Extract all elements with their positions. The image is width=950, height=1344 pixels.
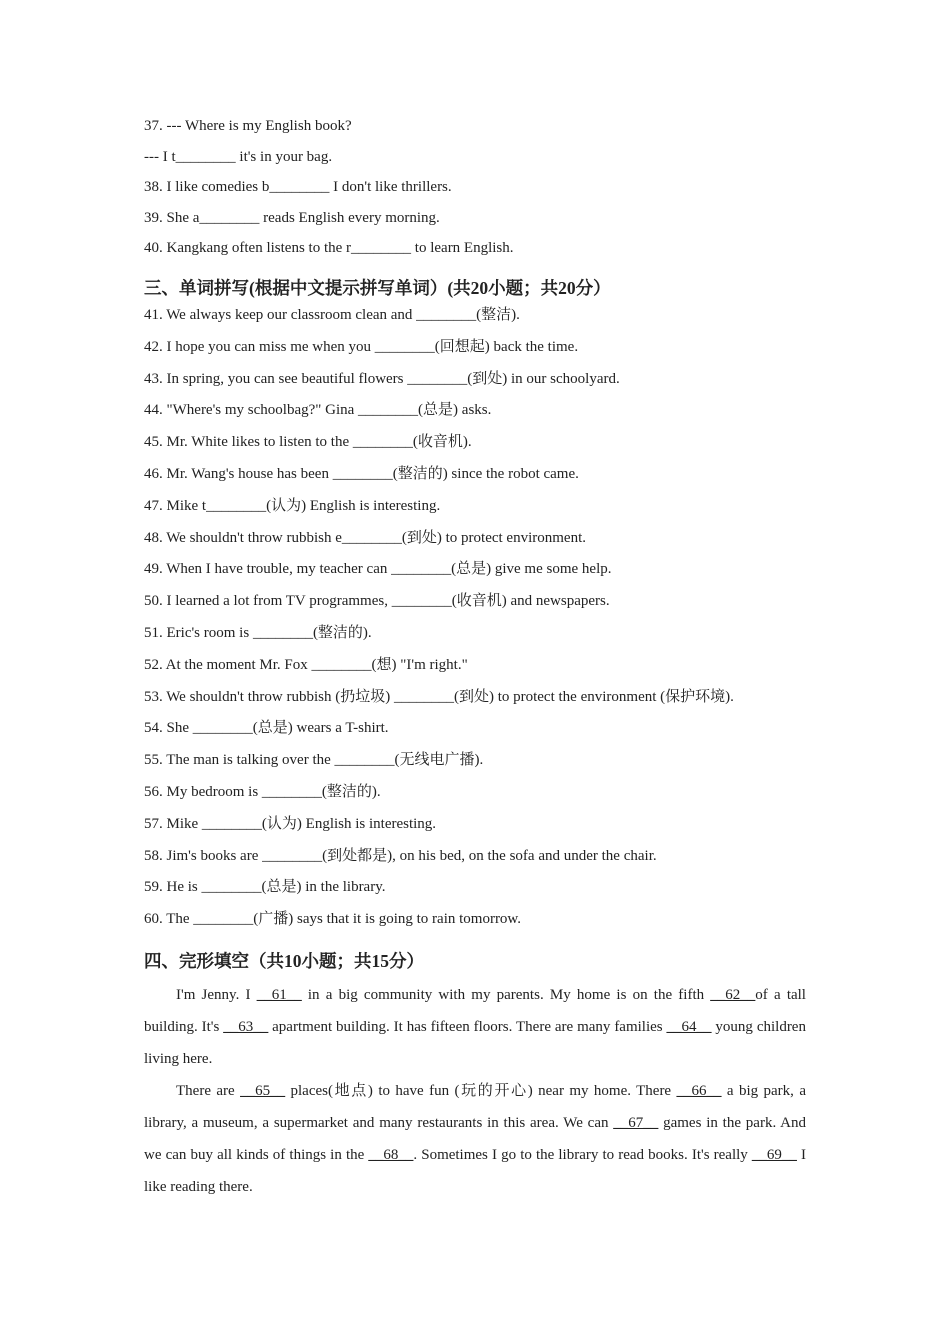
question-60: 60. The ________(广播) says that it is going to rain tomorrow. xyxy=(144,911,522,928)
question-49: 49. When I have trouble, my teacher can ________(总是) give me some help. xyxy=(144,561,612,578)
question-45: 45. Mr. White likes to listen to the ________(收音机). xyxy=(144,434,472,451)
question-54: 54. She ________(总是) wears a T-shirt. xyxy=(144,720,389,737)
question-59: 59. He is ________(总是) in the library. xyxy=(144,879,386,896)
question-44: 44. "Where's my schoolbag?" Gina ________(总是) asks. xyxy=(144,402,492,419)
cloze-blank-63: __63__ xyxy=(223,1019,269,1036)
question-50: 50. I learned a lot from TV programmes, ________(收音机) and newspapers. xyxy=(144,593,610,610)
cloze-blank-66: __66__ xyxy=(676,1083,722,1100)
cloze-blank-65: __65__ xyxy=(240,1083,286,1100)
question-48: 48. We shouldn't throw rubbish e________(到处) to protect environment. xyxy=(144,529,586,546)
cloze-paragraph-1 xyxy=(144,979,806,1075)
question-43: 43. In spring, you can see beautiful flowers ________(到处) in our schoolyard. xyxy=(144,370,620,387)
question-53: 53. We shouldn't throw rubbish (扔垃圾) ________(到处) to protect the environment (保护环境). xyxy=(144,688,734,705)
cloze-text: There are xyxy=(176,1083,241,1100)
question-40: 40. Kangkang often listens to the r________ to learn English. xyxy=(144,240,514,256)
question-39: 39. She a________ reads English every morning. xyxy=(144,209,440,226)
cloze-text: I like reading there. xyxy=(144,1147,806,1196)
section-3-heading: 三、单词拼写(根据中文提示拼写单词）(共20小题；共20分） xyxy=(144,278,611,298)
cloze-blank-67: __67__ xyxy=(613,1115,659,1132)
question-52: 52. At the moment Mr. Fox ________(想) "I'm right." xyxy=(144,656,468,673)
cloze-text: apartment building. It has fifteen floors. There are many families xyxy=(268,1019,667,1036)
question-42: 42. I hope you can miss me when you ________(回想起) back the time. xyxy=(144,338,579,355)
cloze-text: places(地点) to have fun (玩的开心) near my home. There xyxy=(285,1083,677,1100)
question-51: 51. Eric's room is ________(整洁的). xyxy=(144,624,372,641)
question-47: 47. Mike t________(认为) English is interesting. xyxy=(144,497,441,514)
question-41: 41. We always keep our classroom clean and ________(整洁). xyxy=(144,307,520,323)
cloze-blank-68: __68__ xyxy=(368,1147,414,1164)
question-56: 56. My bedroom is ________(整洁的). xyxy=(144,783,381,800)
section-4-heading: 四、完形填空（共10小题；共15分） xyxy=(144,951,424,972)
question-37-line-1: 37. --- Where is my English book? xyxy=(144,118,352,134)
cloze-blank-61: __61__ xyxy=(256,987,302,1004)
cloze-blank-69: __69__ xyxy=(751,1147,797,1164)
question-46: 46. Mr. Wang's house has been ________(整洁的) since the robot came. xyxy=(144,465,579,482)
cloze-text: of a tall building. It's xyxy=(144,987,806,1036)
question-57: 57. Mike ________(认为) English is interesting. xyxy=(144,815,437,832)
question-37-line-2: --- I t________ it's in your bag. xyxy=(144,148,333,165)
cloze-text: young children living here. xyxy=(144,1019,806,1068)
cloze-text: I'm Jenny. I xyxy=(176,987,257,1004)
cloze-text: in a big community with my parents. My home is on the fifth xyxy=(301,987,711,1004)
cloze-blank-62: __62__ xyxy=(710,987,756,1004)
cloze-text: games in the park. And we can buy all kinds of things in the xyxy=(144,1115,806,1164)
cloze-blank-64: __64__ xyxy=(666,1019,712,1036)
question-55: 55. The man is talking over the ________(无线电广播). xyxy=(144,752,484,769)
cloze-text: a big park, a library, a museum, a supermarket and many restaurants in this area. We can xyxy=(144,1083,806,1132)
question-58: 58. Jim's books are ________(到处都是), on his bed, on the sofa and under the chair. xyxy=(144,847,657,864)
cloze-paragraph-2 xyxy=(144,1075,806,1203)
page-content xyxy=(144,116,806,1203)
cloze-text: . Sometimes I go to the library to read books. It's really xyxy=(413,1147,752,1164)
question-38: 38. I like comedies b________ I don't like thrillers. xyxy=(144,179,452,195)
